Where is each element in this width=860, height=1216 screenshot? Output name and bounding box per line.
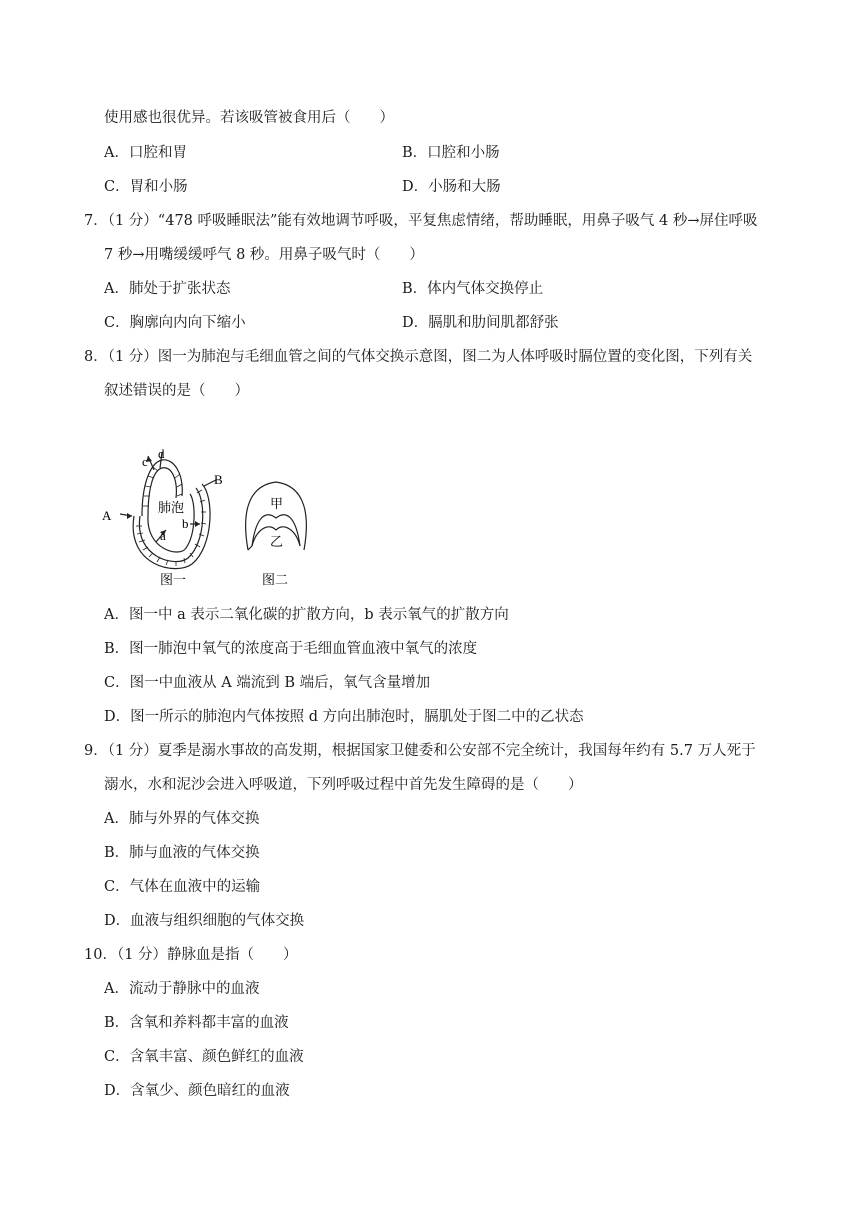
q7-option-b[interactable]: B．体内气体交换停止 bbox=[402, 281, 544, 297]
q7-option-c[interactable]: C．胸廓向内向下缩小 bbox=[104, 315, 246, 331]
q8-option-c[interactable]: C．图一中血液从 A 端流到 B 端后，氧气含量增加 bbox=[104, 675, 431, 691]
q10-option-b[interactable]: B．含氧和养料都丰富的血液 bbox=[104, 1015, 289, 1031]
label-B: B bbox=[214, 472, 223, 487]
label-b: b bbox=[182, 516, 189, 531]
label-a: a bbox=[160, 528, 166, 543]
q8-stem-line2: 叙述错误的是（ ） bbox=[104, 383, 249, 399]
q9-option-d[interactable]: D．血液与组织细胞的气体交换 bbox=[104, 913, 305, 929]
q8-option-b[interactable]: B．图一肺泡中氧气的浓度高于毛细血管血液中氧气的浓度 bbox=[104, 641, 478, 657]
q8-stem-line1: 8．（1 分）图一为肺泡与毛细血管之间的气体交换示意图，图二为人体呼吸时膈位置的变化图，下列有关 bbox=[84, 349, 753, 365]
q8-option-d[interactable]: D．图一所示的肺泡内气体按照 d 方向出肺泡时，膈肌处于图二中的乙状态 bbox=[104, 709, 584, 725]
label-d: d bbox=[158, 446, 165, 461]
q6-option-c[interactable]: C．胃和小肠 bbox=[104, 179, 188, 195]
label-c: c bbox=[142, 454, 148, 469]
q7-stem-line2: 7 秒→用嘴缓缓呼气 8 秒。用鼻子吸气时（ ） bbox=[104, 247, 424, 263]
q9-option-a[interactable]: A．肺与外界的气体交换 bbox=[104, 811, 260, 827]
label-A: A bbox=[102, 508, 112, 523]
q9-option-c[interactable]: C．气体在血液中的运输 bbox=[104, 879, 261, 895]
q10-stem: 10．（1 分）静脉血是指（ ） bbox=[84, 947, 298, 963]
q10-option-c[interactable]: C．含氧丰富、颜色鲜红的血液 bbox=[104, 1049, 304, 1065]
alveolus-diaphragm-diagram bbox=[96, 446, 316, 591]
fig2-caption: 图二 bbox=[262, 573, 289, 588]
q9-option-b[interactable]: B．肺与血液的气体交换 bbox=[104, 845, 260, 861]
fig2-label-jia: 甲 bbox=[270, 497, 284, 512]
q6-option-a[interactable]: A．口腔和胃 bbox=[104, 145, 187, 161]
fig2-label-yi: 乙 bbox=[270, 535, 284, 550]
fig1-caption: 图一 bbox=[160, 573, 187, 588]
q8-option-a[interactable]: A．图一中 a 表示二氧化碳的扩散方向，b 表示氧气的扩散方向 bbox=[104, 607, 509, 623]
q6-stem-tail: 使用感也很优异。若该吸管被食用后（ ） bbox=[104, 110, 394, 126]
q6-option-b[interactable]: B．口腔和小肠 bbox=[402, 145, 500, 161]
q10-option-d[interactable]: D．含氧少、颜色暗红的血液 bbox=[104, 1083, 290, 1099]
q7-option-d[interactable]: D．膈肌和肋间肌都舒张 bbox=[402, 315, 559, 331]
q6-option-d[interactable]: D．小肠和大肠 bbox=[402, 179, 501, 195]
q8-figure bbox=[96, 446, 316, 591]
q10-option-a[interactable]: A．流动于静脉中的血液 bbox=[104, 981, 260, 997]
q7-option-a[interactable]: A．肺处于扩张状态 bbox=[104, 281, 231, 297]
q9-stem-line2: 溺水，水和泥沙会进入呼吸道，下列呼吸过程中首先发生障碍的是（ ） bbox=[104, 777, 583, 793]
alveolus-label: 肺泡 bbox=[158, 501, 185, 516]
q7-stem-line1: 7．（1 分）“478 呼吸睡眠法”能有效地调节呼吸，平复焦虑情绪，帮助睡眠，用鼻子吸气 4 秒→屏住呼吸 bbox=[84, 213, 758, 229]
q9-stem-line1: 9．（1 分）夏季是溺水事故的高发期，根据国家卫健委和公安部不完全统计，我国每年约有 5.7 万人死于 bbox=[84, 743, 756, 759]
